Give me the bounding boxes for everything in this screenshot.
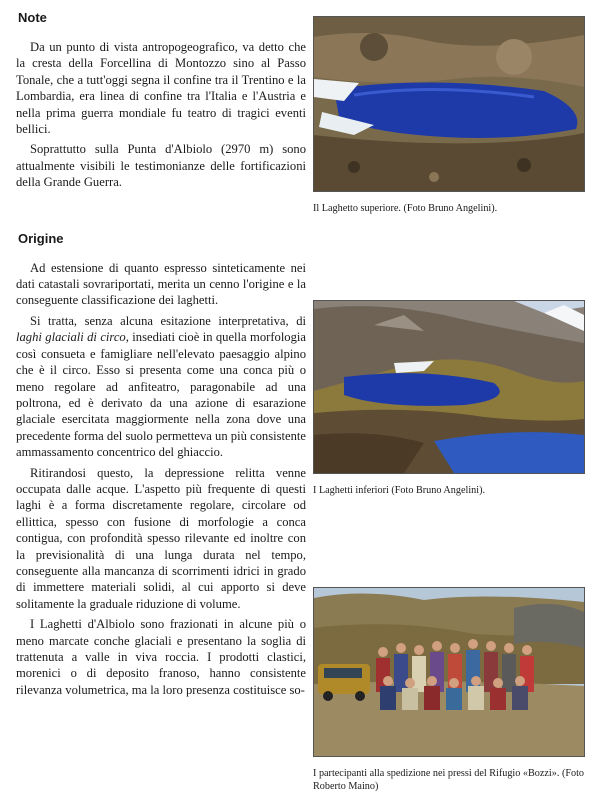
origine-paragraph-3: Ritirandosi questo, la depressione relitta venne occupata dalle acque. L'aspetto più frequente di questi laghi è a forma discretamente regolare, circolare od ellittica, spesso con fusione di morfologie a conca contigua, con profondità spesso rilevante ed inoltre con la previsionalità di una lunga durata nel tempo, conseguente alla mancanza di scorrimenti idrici in grado di immettere materiali solidi, al cui apporto si deve solitamente la graduale riduzione di volume.: [16, 465, 306, 611]
photo-laghetto-superiore: [313, 16, 585, 192]
photo-partecipanti: [313, 587, 585, 757]
origine-p2-start: Si tratta, senza alcuna esitazione interpretativa, di: [30, 313, 306, 328]
figure-partecipanti: [313, 587, 585, 793]
caption-laghetti-inferiori: I Laghetti inferiori (Foto Bruno Angelini).: [313, 485, 486, 496]
figure-laghetti-inferiori: [313, 300, 585, 497]
caption-partecipanti: I partecipanti alla spedizione nei pressi del Rifugio «Bozzi». (Foto Roberto Maino): [313, 768, 585, 792]
figure-laghetto-superiore: [313, 16, 585, 215]
heading-note: Note: [18, 10, 47, 25]
caption-laghetto-superiore: Il Laghetto superiore. (Foto Bruno Angelini).: [313, 203, 498, 214]
photo-laghetti-inferiori: [313, 300, 585, 474]
origine-paragraph-2: [16, 313, 306, 461]
origine-paragraph-4: I Laghetti d'Albiolo sono frazionati in alcune più o meno marcate conche glaciali e presentano la soglia di trattenuta a valle in viva roccia. I prodotti clastici, morenici o di deposito franoso, hanno consistente rilevanza volumetrica, ma la loro presenza costituisce so-: [16, 617, 306, 697]
section-gap: [16, 195, 306, 231]
origine-p2-rest: insediati cioè in quella morfologia così consueta e famigliare nell'elevato paesaggio alpino che è il circo. Esso si presenta come una conca più o meno regolare ad anfiteatro, paragonabile ad una poltrona, ed è derivato da una azione di esarazione glaciale esercitata maggiormente nella zona dove una precedente forma del suolo permetteva un più consistente ammassamento concentrico del ghiaccio.: [16, 330, 306, 460]
note-paragraph-2: Soprattutto sulla Punta d'Albiolo (2970 m) sono attualmente visibili le testimonianze delle fortificazioni della Grande Guerra.: [16, 142, 306, 190]
text-column: [16, 10, 306, 702]
note-paragraph-1: Da un punto di vista antropogeografico, va detto che la cresta della Forcellina di Montozzo sino al Passo Tonale, che a tutt'oggi segna il confine tra il Trentino e la Lombardia, era linea di confine tra l'Italia e l'Austria e nella prima guerra mondiale fu teatro di tragici eventi bellici.: [16, 40, 306, 137]
origine-paragraph-1: Ad estensione di quanto espresso sinteticamente nei dati catastali sovrariportati, merita un cenno l'origine e la conseguente classificazione dei laghetti.: [16, 260, 306, 308]
origine-p2-italic: laghi glaciali di circo,: [16, 330, 129, 345]
heading-origine: Origine: [18, 230, 64, 246]
